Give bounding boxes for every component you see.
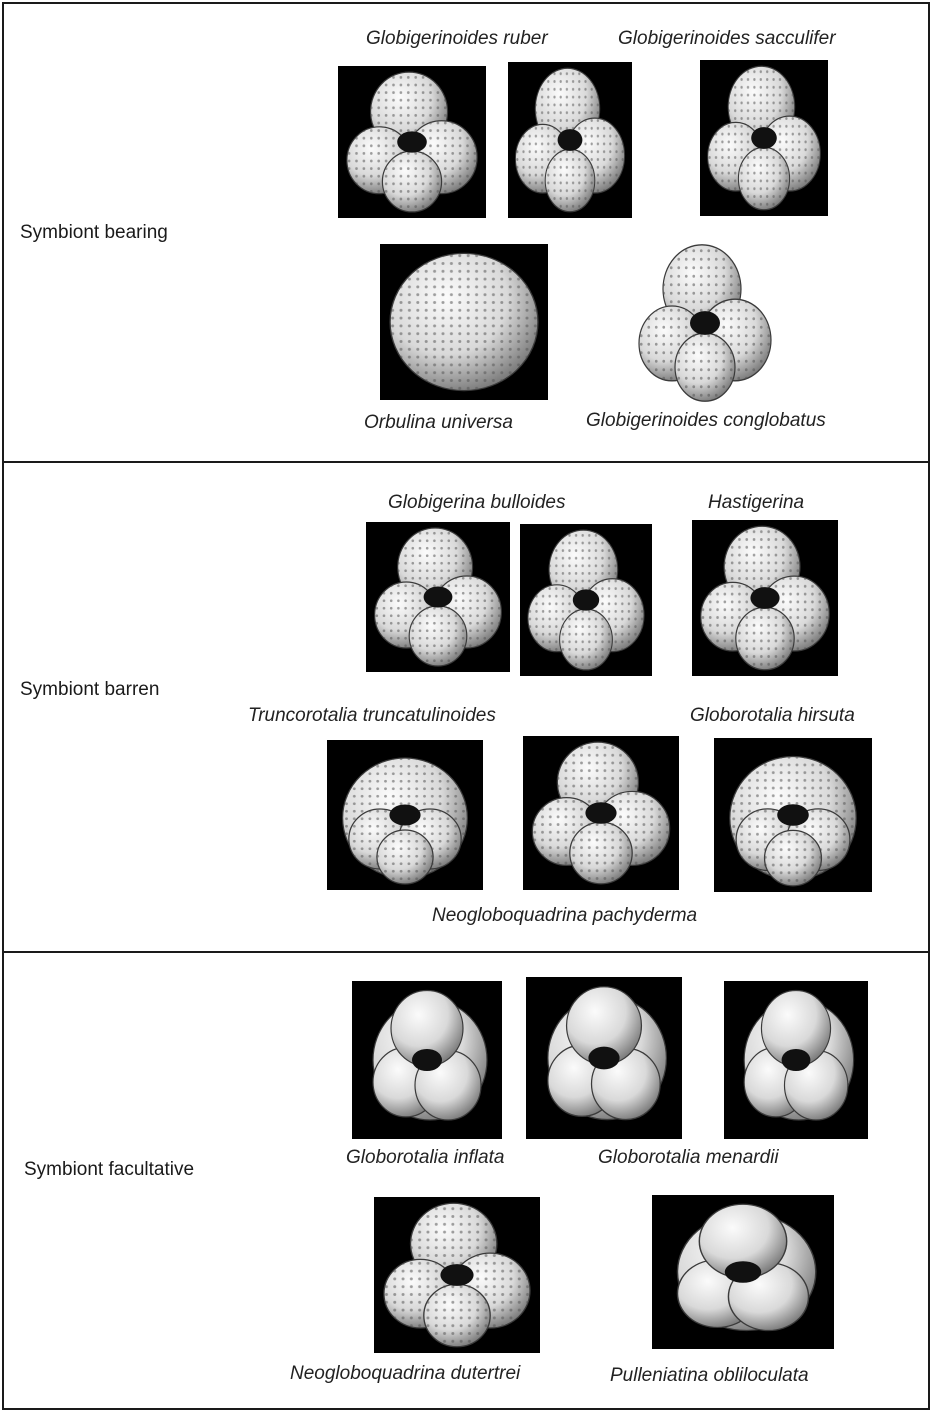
shell-pore-texture bbox=[675, 333, 735, 401]
caption-orbulina-universa: Orbulina universa bbox=[364, 412, 513, 433]
specimen-image-globigerinoides-sacculifer bbox=[700, 60, 828, 216]
specimen-image-globigerinoides-ruber bbox=[338, 66, 486, 218]
specimen-shell-drawing bbox=[724, 981, 868, 1139]
shell-pore-texture bbox=[390, 253, 538, 390]
shell-aperture bbox=[389, 805, 420, 826]
specimen-image-globorotalia-inflata bbox=[352, 981, 502, 1139]
shell-pore-texture bbox=[560, 609, 613, 670]
specimen-image-pulleniatina-obliloculata bbox=[652, 1195, 834, 1349]
specimen-shell-drawing bbox=[380, 244, 548, 400]
specimen-shell-drawing bbox=[338, 66, 486, 218]
panel-symbiont-barren bbox=[4, 463, 928, 951]
shell-aperture bbox=[751, 127, 777, 149]
shell-pore-texture bbox=[424, 1284, 490, 1346]
group-label-symbiont-barren: Symbiont barren bbox=[20, 679, 160, 700]
caption-truncorotalia-truncatulinoides: Truncorotalia truncatulinoides bbox=[248, 705, 496, 726]
specimen-image-orbulina-universa bbox=[380, 244, 548, 400]
specimen-shell-drawing bbox=[520, 524, 652, 676]
specimen-image-globorotalia-menardii bbox=[526, 977, 682, 1139]
caption-pulleniatina-obliloculata: Pulleniatina obliloculata bbox=[610, 1365, 809, 1386]
shell-pore-texture bbox=[377, 830, 433, 884]
specimen-image-globigerinoides-conglobatus bbox=[630, 238, 780, 408]
specimen-shell-drawing bbox=[692, 520, 838, 676]
caption-globigerina-bulloides: Globigerina bulloides bbox=[388, 492, 566, 513]
caption-globorotalia-hirsuta: Globorotalia hirsuta bbox=[690, 705, 855, 726]
shell-aperture bbox=[440, 1264, 473, 1286]
shell-pore-texture bbox=[736, 607, 794, 669]
specimen-image-globigerina-bulloides bbox=[366, 522, 510, 672]
specimen-image-hastigerina bbox=[692, 520, 838, 676]
shell-aperture bbox=[412, 1049, 442, 1071]
specimen-shell-drawing bbox=[526, 977, 682, 1139]
figure-frame bbox=[2, 2, 930, 1410]
panel-symbiont-facultative bbox=[4, 953, 928, 1408]
specimen-image-neogloboquadrina-pachyderma bbox=[523, 736, 679, 890]
shell-pore-texture bbox=[765, 830, 822, 885]
shell-aperture bbox=[750, 587, 779, 609]
specimen-shell-drawing bbox=[508, 62, 632, 218]
shell-aperture bbox=[558, 129, 583, 151]
specimen-shell-drawing bbox=[374, 1197, 540, 1353]
specimen-shell-drawing bbox=[366, 522, 510, 672]
shell-pore-texture bbox=[570, 822, 632, 884]
shell-aperture bbox=[725, 1261, 761, 1283]
shell-aperture bbox=[777, 804, 809, 826]
caption-neogloboquadrina-dutertrei: Neogloboquadrina dutertrei bbox=[290, 1363, 521, 1384]
specimen-image-globigerina-bulloides bbox=[520, 524, 652, 676]
group-label-symbiont-facultative: Symbiont facultative bbox=[24, 1159, 195, 1180]
specimen-image-truncorotalia-truncatulinoides bbox=[327, 740, 483, 890]
specimen-shell-drawing bbox=[630, 238, 780, 408]
caption-globorotalia-inflata: Globorotalia inflata bbox=[346, 1147, 505, 1168]
shell-aperture bbox=[573, 589, 599, 610]
specimen-image-globorotalia-menardii bbox=[724, 981, 868, 1139]
caption-neogloboquadrina-pachyderma: Neogloboquadrina pachyderma bbox=[432, 905, 698, 926]
specimen-shell-drawing bbox=[523, 736, 679, 890]
shell-aperture bbox=[424, 587, 453, 608]
specimen-shell-drawing bbox=[327, 740, 483, 890]
group-label-symbiont-bearing: Symbiont bearing bbox=[20, 222, 168, 243]
specimen-shell-drawing bbox=[652, 1195, 834, 1349]
specimen-shell-drawing bbox=[352, 981, 502, 1139]
caption-globigerinoides-sacculifer: Globigerinoides sacculifer bbox=[618, 28, 836, 49]
shell-aperture bbox=[782, 1049, 811, 1071]
specimen-image-neogloboquadrina-dutertrei bbox=[374, 1197, 540, 1353]
shell-pore-texture bbox=[409, 606, 467, 666]
caption-globorotalia-menardii: Globorotalia menardii bbox=[598, 1147, 779, 1168]
caption-hastigerina: Hastigerina bbox=[708, 492, 805, 513]
shell-aperture bbox=[585, 802, 616, 824]
caption-globigerinoides-conglobatus: Globigerinoides conglobatus bbox=[586, 410, 826, 431]
shell-aperture bbox=[690, 311, 720, 335]
shell-aperture bbox=[397, 131, 427, 152]
shell-pore-texture bbox=[382, 151, 441, 212]
shell-pore-texture bbox=[738, 147, 789, 209]
specimen-shell-drawing bbox=[700, 60, 828, 216]
shell-pore-texture bbox=[545, 149, 595, 211]
caption-globigerinoides-ruber: Globigerinoides ruber bbox=[366, 28, 548, 49]
panel-symbiont-bearing bbox=[4, 4, 928, 462]
specimen-shell-drawing bbox=[714, 738, 872, 892]
specimen-image-globorotalia-hirsuta bbox=[714, 738, 872, 892]
shell-aperture bbox=[588, 1047, 619, 1070]
specimen-image-globigerinoides-ruber bbox=[508, 62, 632, 218]
